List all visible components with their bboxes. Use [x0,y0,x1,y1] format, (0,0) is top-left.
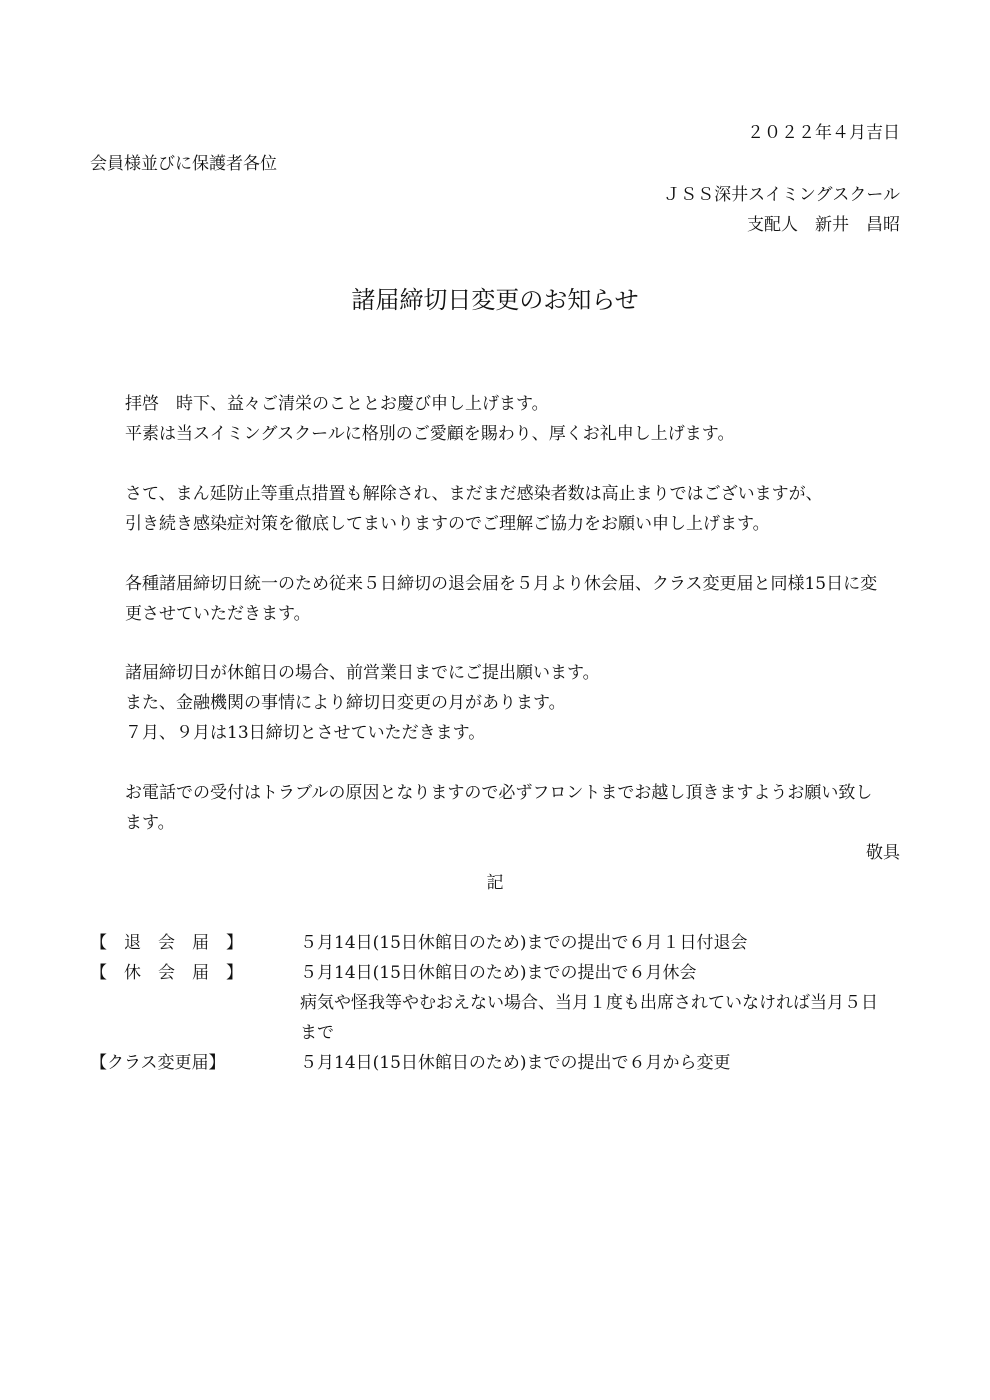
item-label: 【 退 会 届 】 [90,933,243,953]
body-line: さて、まん延防止等重点措置も解除され、まだまだ感染者数は高止まりではございますが、 [125,484,823,504]
body-line: 平素は当スイミングスクールに格別のご愛顧を賜わり、厚くお礼申し上げます。 [125,424,735,444]
closing-keigu: 敬具 [866,843,900,863]
item-detail: ５月14日(15日休館日のため)までの提出で６月休会 [300,963,697,983]
letter-date: ２０２２年４月吉日 [747,123,900,143]
sender-signer: 支配人 新井 昌昭 [747,215,900,235]
item-detail: まで [300,1023,334,1043]
body-line: 更させていただきます。 [125,604,311,624]
body-line: 各種諸届締切日統一のため従来５日締切の退会届を５月より休会届、クラス変更届と同様15日に変 [125,574,878,594]
item-detail: 病気や怪我等やむおえない場合、当月１度も出席されていなければ当月５日 [300,993,878,1013]
document-title: 諸届締切日変更のお知らせ [351,286,639,314]
item-label: 【 休 会 届 】 [90,963,243,983]
body-line: ７月、９月は13日締切とさせていただきます。 [125,723,486,743]
addressee: 会員様並びに保護者各位 [90,154,277,174]
ki-heading: 記 [486,873,504,893]
body-line: また、金融機関の事情により締切日変更の月があります。 [125,693,566,713]
body-line: 諸届締切日が休館日の場合、前営業日までにご提出願います。 [125,663,600,683]
item-label: 【クラス変更届】 [90,1053,226,1073]
body-line: 引き続き感染症対策を徹底してまいりますのでご理解ご協力をお願い申し上げます。 [125,514,770,534]
sender-organization: ＪＳＳ深井スイミングスクール [663,185,900,205]
item-detail: ５月14日(15日休館日のため)までの提出で６月から変更 [300,1053,731,1073]
item-detail: ５月14日(15日休館日のため)までの提出で６月１日付退会 [300,933,748,953]
body-line: ます。 [125,813,175,833]
body-line: 拝啓 時下、益々ご清栄のこととお慶び申し上げます。 [125,394,549,414]
body-line: お電話での受付はトラブルの原因となりますので必ずフロントまでお越し頂きますようお願い致し [125,783,873,803]
